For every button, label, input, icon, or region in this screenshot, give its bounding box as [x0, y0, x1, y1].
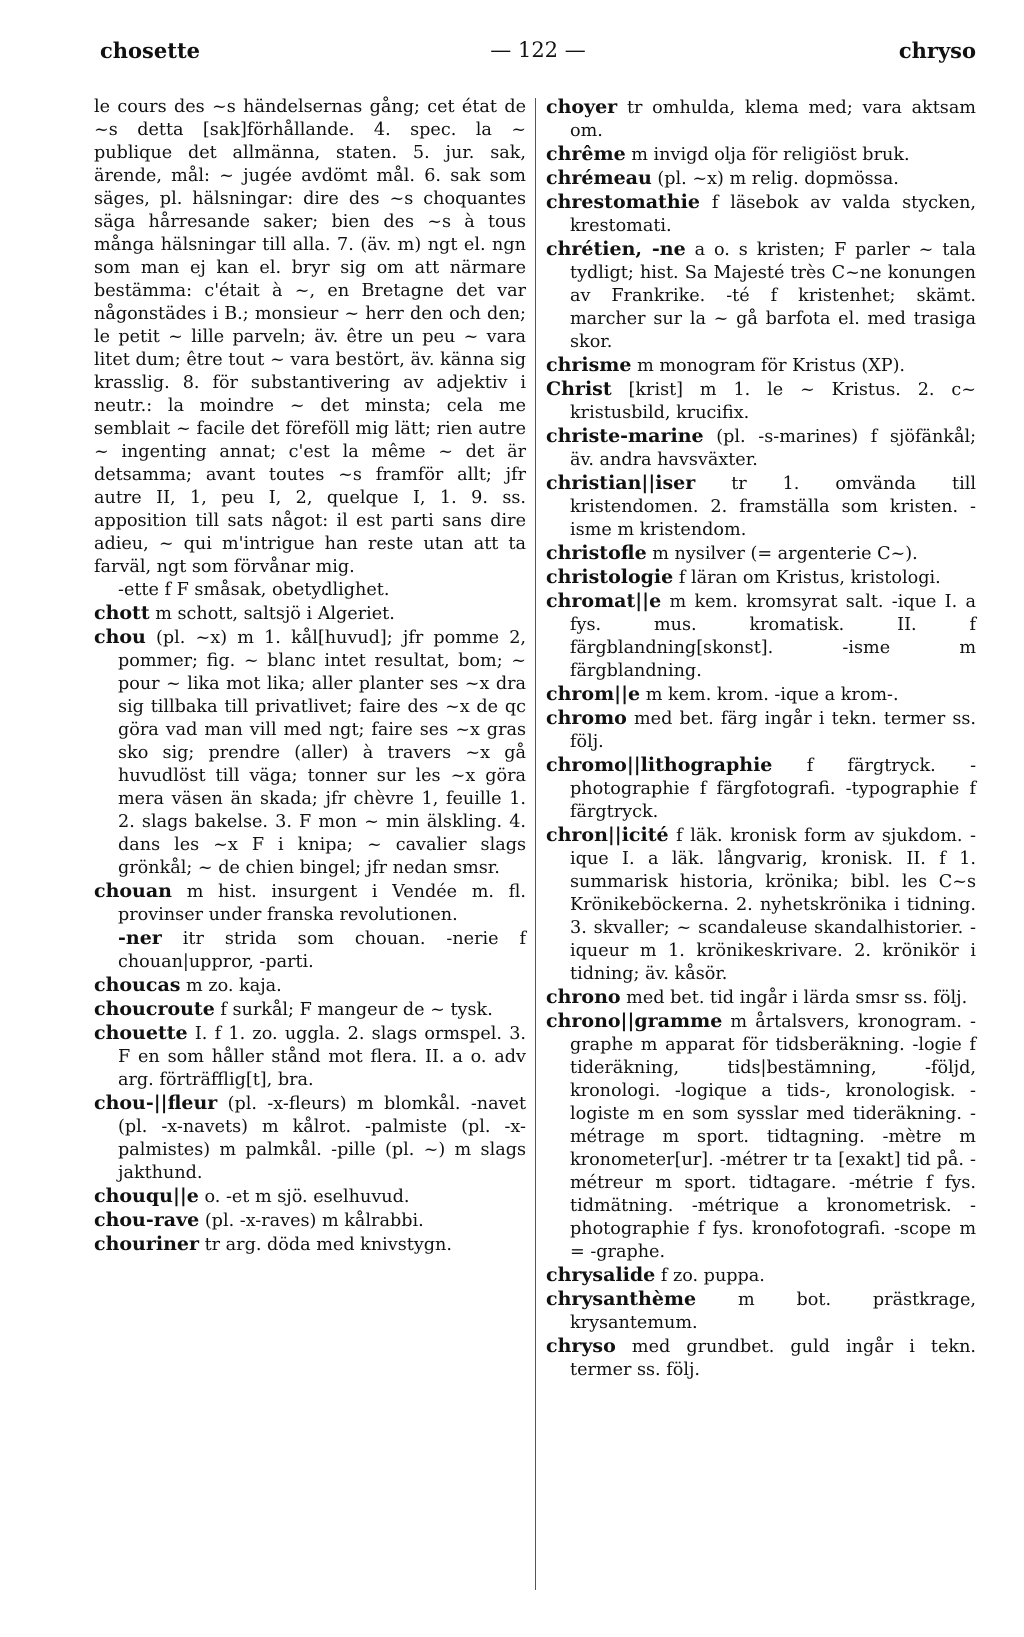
- definition: f läran om Kristus, kristologi.: [678, 568, 941, 588]
- definition: med bet. tid ingår i lärda smsr ss. följ.: [626, 988, 968, 1008]
- definition: a o. s kristen; F parler ~ tala tydligt; hist. Sa Majesté très C~ne konungen av Frankrike. -té f kristenhet; skämt. marcher sur la ~ gå barfota el. med trasiga skor.: [570, 240, 976, 352]
- headword: christologie: [546, 566, 674, 588]
- headword: chouette: [94, 1022, 188, 1044]
- headword: chrono||gramme: [546, 1010, 723, 1032]
- dictionary-entry: [94, 1092, 526, 1185]
- definition: f läsebok av valda stycken, krestomati.: [570, 193, 976, 236]
- dictionary-entry: [546, 707, 976, 754]
- dictionary-entry: [546, 143, 976, 167]
- dictionary-entry: [94, 626, 526, 880]
- dictionary-entry: [546, 191, 976, 238]
- dictionary-entry: [546, 542, 976, 566]
- dictionary-entry: [94, 927, 526, 974]
- definition: m kem. krom. -ique a krom-.: [645, 685, 899, 705]
- definition: tr 1. omvända till kristendomen. 2. framställa som kristen. -isme m kristendom.: [570, 474, 976, 540]
- dictionary-entry: [94, 1233, 526, 1257]
- headword: chou: [94, 626, 146, 648]
- definition: m schott, saltsjö i Algeriet.: [155, 604, 395, 624]
- definition: m zo. kaja.: [186, 976, 282, 996]
- page-header: [100, 38, 976, 74]
- dictionary-entry: [94, 1022, 526, 1092]
- headword: christian||iser: [546, 472, 696, 494]
- definition: f surkål; F mangeur de ~ tysk.: [220, 1000, 493, 1020]
- headword: chouan: [94, 880, 172, 902]
- headword: chouqu||e: [94, 1185, 199, 1207]
- continued-subentry: -ette f F småsak, obetydlighet.: [118, 580, 390, 600]
- definition: m kem. kromsyrat salt. -ique I. a fys. mus. kromatisk. II. f färgblandning[skonst]. -isme m färgblandning.: [570, 592, 977, 681]
- dictionary-entry: [546, 378, 976, 425]
- dictionary-entry: [546, 238, 976, 354]
- dictionary-entry: [546, 824, 976, 986]
- definition: (pl. -x-raves) m kålrabbi.: [204, 1211, 424, 1231]
- definition: m bot. prästkrage, krysantemum.: [570, 1290, 976, 1333]
- dictionary-entry: [94, 1209, 526, 1233]
- dictionary-entry: [546, 1288, 976, 1335]
- dictionary-entry: [94, 880, 526, 927]
- headword: chromo: [546, 707, 627, 729]
- headword: chron||icité: [546, 824, 669, 846]
- definition: (pl. ~x) m 1. kål[huvud]; jfr pomme 2, pommer; fig. ~ blanc intet resultat, bom; ~ pour ~ lika mot lika; aller planter ses ~x dra sig tillbaka till privatlivet; faire des ~x de qc göra vad man vill med ngt; faire ses ~x gras sko sig; prendre (aller) à travers ~x gå huvudlöst till väga; tonner sur les ~x göra mera väsen än skada; jfr chèvre 1, feuille 1. 2. slags bakelse. 3. F mon ~ min älskling. 4. dans les ~x F i knipa; ~ cavalier slags grönkål; ~ de chien bingel; jfr nedan smsr.: [118, 628, 526, 878]
- definition: I. f 1. zo. uggla. 2. slags ormspel. 3. F en som håller stånd mot flera. II. a o. adv arg. förträfflig[t], bra.: [118, 1024, 526, 1090]
- dictionary-entry: [546, 425, 976, 472]
- column-divider: [535, 98, 536, 1590]
- headword: chrestomathie: [546, 191, 700, 213]
- definition: itr strida som chouan. -nerie f chouan|uppror, -parti.: [118, 929, 526, 972]
- dictionary-entry: [94, 602, 526, 626]
- definition: m invigd olja för religiöst bruk.: [631, 145, 910, 165]
- definition: f zo. puppa.: [660, 1266, 765, 1286]
- dictionary-entry: [546, 96, 976, 143]
- dictionary-entry: [546, 1010, 976, 1264]
- header-first-word: chosette: [100, 38, 201, 63]
- headword: chrysalide: [546, 1264, 656, 1286]
- headword: chrom||e: [546, 683, 641, 705]
- definition: tr omhulda, klema med; vara aktsam om.: [570, 98, 976, 141]
- dictionary-entry: [546, 167, 976, 191]
- headword: chrono: [546, 986, 621, 1008]
- headword: christofle: [546, 542, 647, 564]
- definition: m nysilver (= argenterie C~).: [652, 544, 918, 564]
- dictionary-entry: [546, 354, 976, 378]
- left-entries: [94, 602, 526, 1257]
- dictionary-entry: [94, 998, 526, 1022]
- definition: (pl. -s-marines) f sjöfänkål; äv. andra havsväxter.: [570, 427, 977, 470]
- dictionary-entry: [546, 1264, 976, 1288]
- definition: f färgtryck. -photographie f färgfotografi. -typographie f färgtryck.: [570, 756, 977, 822]
- headword: chromo||lithographie: [546, 754, 773, 776]
- headword: -ner: [118, 927, 162, 949]
- headword: chrême: [546, 143, 626, 165]
- dictionary-entry: [546, 754, 976, 824]
- definition: m monogram för Kristus (XP).: [637, 356, 906, 376]
- headword: christe-marine: [546, 425, 704, 447]
- dictionary-entry: [546, 1335, 976, 1382]
- headword: chou-||fleur: [94, 1092, 218, 1114]
- headword: chromat||e: [546, 590, 662, 612]
- dictionary-entry: [94, 1185, 526, 1209]
- definition: med grundbet. guld ingår i tekn. termer ss. följ.: [570, 1337, 976, 1380]
- headword: Christ: [546, 378, 612, 400]
- page-number: — 122 —: [490, 38, 586, 62]
- header-last-word: chryso: [898, 38, 976, 63]
- headword: choyer: [546, 96, 618, 118]
- headword: chrysanthème: [546, 1288, 697, 1310]
- headword: chou-rave: [94, 1209, 200, 1231]
- dictionary-entry: [546, 683, 976, 707]
- definition: tr arg. döda med knivstygn.: [204, 1235, 452, 1255]
- definition: f läk. kronisk form av sjukdom. -ique I. a läk. långvarig, kronisk. II. f 1. summarisk historia, krönika; bibl. les C~s Krönikeböckerna. 2. nyhetskrönika i tidning. 3. skvaller; ~ scandaleuse skandalhistorier. -iqueur m 1. krönikeskrivare. 2. krönikör i tidning; äv. kåsör.: [570, 826, 976, 984]
- definition: m hist. insurgent i Vendée m. fl. provinser under franska revolutionen.: [118, 882, 527, 925]
- right-entries: [546, 96, 976, 1382]
- definition: (pl. ~x) m relig. dopmössa.: [657, 169, 899, 189]
- dictionary-entry: [546, 590, 976, 683]
- definition: m årtalsvers, kronogram. -graphe m apparat för tidsberäkning. -logie f tideräkning, tids|bestämning, -följd, kronologi. -logique a tids-, kronologisk. -logiste m en som sysslar med tideräkning. -métrage m sport. tidtagning. -mètre m kronometer[ur]. -métrer tr ta [exakt] tid på. -métreur m sport. tidtagare. -métrie f fys. tidmätning. -métrique a kronometrisk. -photographie f fys. kronofotografi. -scope m = -graphe.: [570, 1012, 976, 1262]
- dictionary-entry: [94, 974, 526, 998]
- left-column: [94, 96, 526, 1257]
- headword: chrisme: [546, 354, 632, 376]
- headword: chrétien, -ne: [546, 238, 686, 260]
- definition: [krist] m 1. le ~ Kristus. 2. c~ kristusbild, krucifix.: [570, 380, 976, 423]
- definition: o. -et m sjö. eselhuvud.: [204, 1187, 410, 1207]
- headword: chott: [94, 602, 150, 624]
- continued-entry: le cours des ~s händelsernas gång; cet état de ~s detta [sak]förhållande. 4. spec. la ~ publique det allmänna, staten. 5. jur. sak, ärende, mål: ~ jugée avdömt mål. 6. sak som säges, pl. hälsningar: dire des ~s choquantes säga hårresande saker; bien des ~s à tous många hälsningar till alla. 7. (äv. m) ngt el. ngn som man ej kan el. bryr sig om att närmare bestämma: c'était à ~, en Bretagne det var någonstädes i B.; monsieur ~ herr den och den; le petit ~ lille parveln; äv. être un peu ~ vara litet dum; être tout ~ vara bestört, äv. känna sig krasslig. 8. för substantivering av adjektiv i neutr.: la moindre ~ det minsta; cela me semblait ~ facile det föreföll mig lätt; rien autre ~ ingenting annat; c'est la même ~ det är detsamma; avant toutes ~s framför allt; jfr autre II, 1, peu I, 2, quelque I, 1. 9. ss. apposition till sats något: il est parti sans dire adieu, ~ qui m'intrigue han reste utan att ta farväl, ngt som förvånar mig.: [94, 97, 526, 577]
- definition: med bet. färg ingår i tekn. termer ss. följ.: [570, 709, 976, 752]
- headword: choucas: [94, 974, 181, 996]
- headword: chouriner: [94, 1233, 200, 1255]
- headword: chrémeau: [546, 167, 652, 189]
- right-column: [546, 96, 976, 1382]
- headword: choucroute: [94, 998, 215, 1020]
- definition: (pl. -x-fleurs) m blomkål. -navet (pl. -x-navets) m kålrot. -palmiste (pl. -x-palmistes) m palmkål. -pille (pl. ~) m slags jakthund.: [118, 1094, 527, 1183]
- dictionary-entry: [546, 986, 976, 1010]
- dictionary-entry: [546, 566, 976, 590]
- headword: chryso: [546, 1335, 616, 1357]
- dictionary-entry: [546, 472, 976, 542]
